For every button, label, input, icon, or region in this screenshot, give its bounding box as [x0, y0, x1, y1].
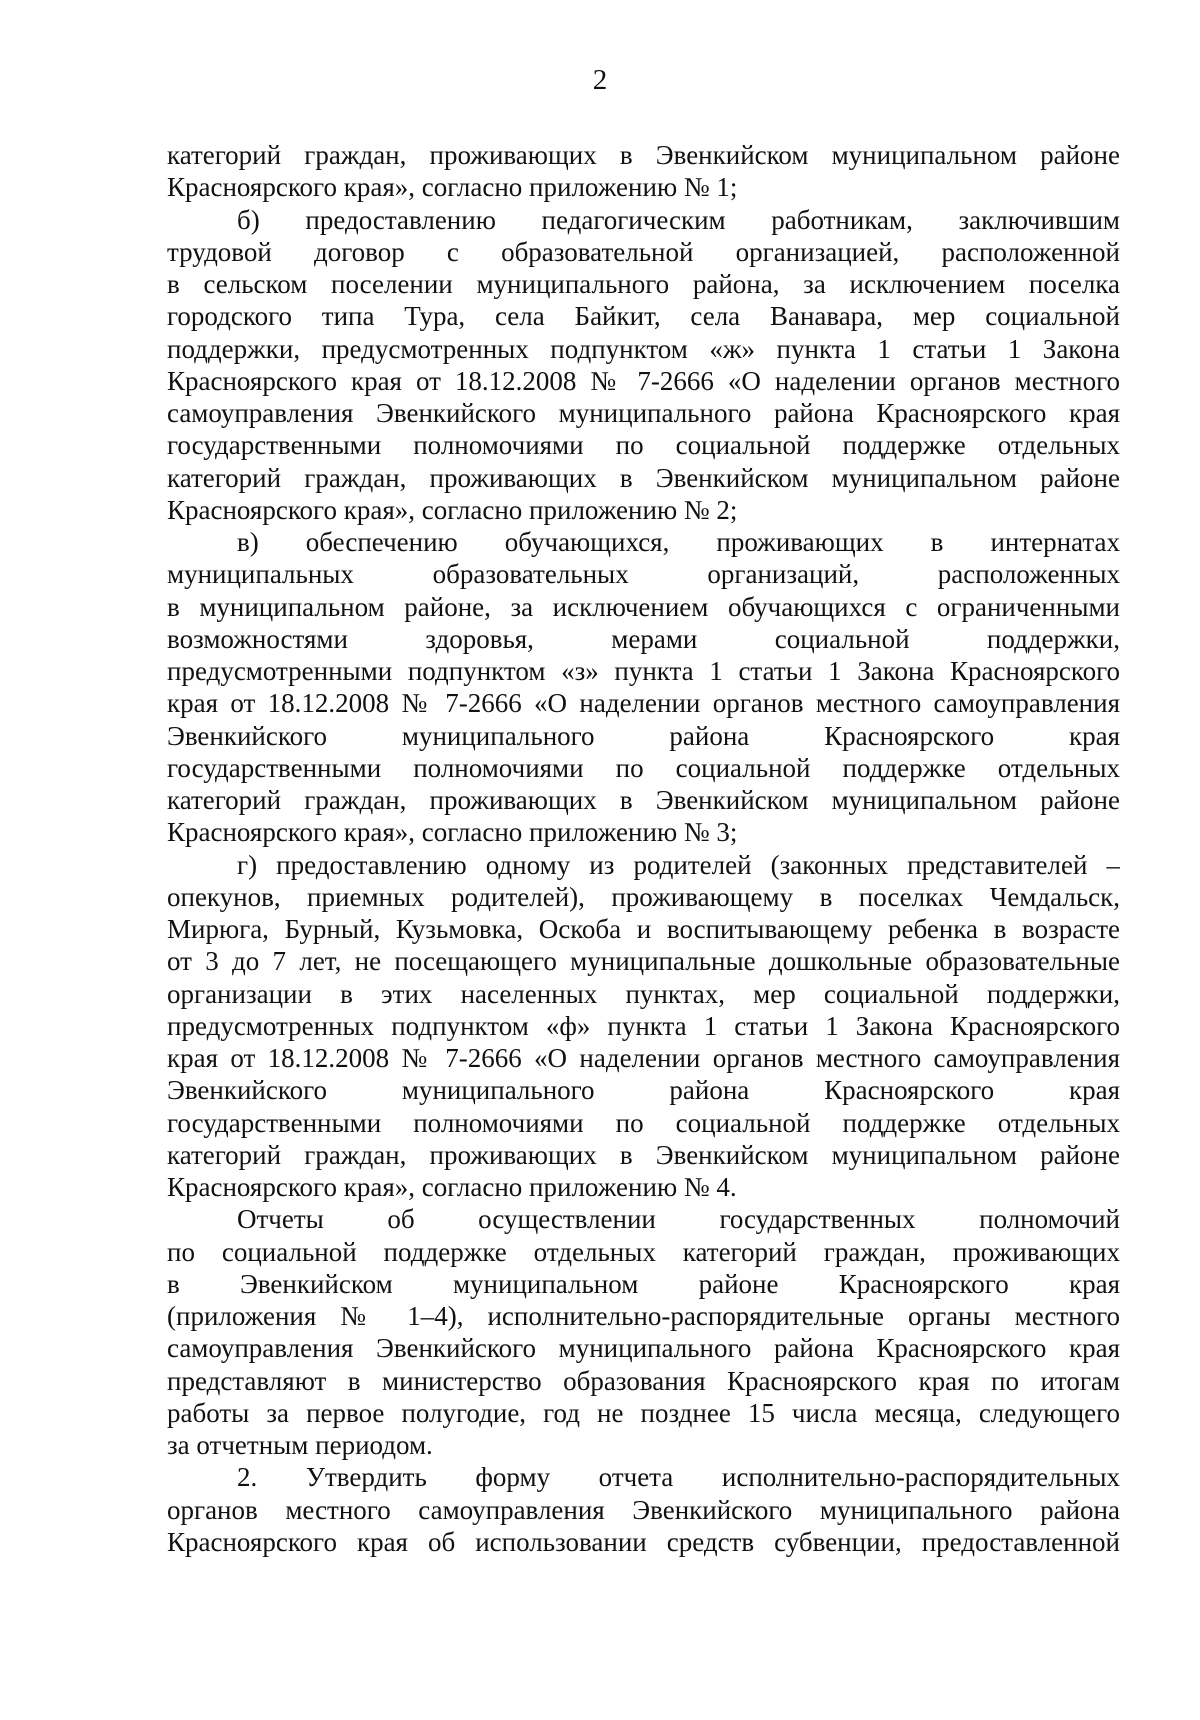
text-line: Красноярского края», согласно приложению № 2; — [167, 494, 738, 525]
text-line: трудовой договор с образовательной организацией, расположенной — [167, 236, 1120, 267]
text-line: г) предоставлению одному из родителей (законных представителей – — [237, 849, 1120, 880]
text-line: муниципальных образовательных организаций, расположенных — [167, 559, 1120, 590]
page-number: 2 — [592, 64, 608, 96]
text-line: (приложения № 1–4), исполнительно-распорядительные органы местного — [167, 1301, 1120, 1331]
text-line: самоуправления Эвенкийского муниципального района Красноярского края — [167, 1333, 1120, 1364]
text-line: работы за первое полугодие, год не позднее 15 числа месяца, следующего — [167, 1397, 1120, 1428]
text-line: самоуправления Эвенкийского муниципального района Красноярского края — [167, 398, 1120, 428]
text-line: опекунов, приемных родителей), проживающему в поселках Чемдальск, — [167, 881, 1120, 912]
text-line: Отчеты об осуществлении государственных полномочий — [237, 1204, 1120, 1235]
text-line: государственными полномочиями по социальной поддержке отдельных — [167, 430, 1120, 461]
text-line: от 3 до 7 лет, не посещающего муниципальные дошкольные образовательные — [167, 946, 1120, 977]
text-line: представляют в министерство образования Красноярского края по итогам — [167, 1365, 1120, 1396]
text-line: органов местного самоуправления Эвенкийского муниципального района — [167, 1494, 1120, 1525]
text-line: Красноярского края об использовании средств субвенции, предоставленной — [167, 1526, 1120, 1557]
text-line: категорий граждан, проживающих в Эвенкийском муниципальном районе — [167, 785, 1120, 815]
text-line: в сельском поселении муниципального района, за исключением поселка — [167, 269, 1120, 299]
text-line: в Эвенкийском муниципальном районе Красноярского края — [167, 1268, 1120, 1299]
text-line: за отчетным периодом. — [167, 1430, 433, 1460]
text-line: Красноярского края от 18.12.2008 № 7-2666 «О наделении органов местного — [167, 365, 1120, 396]
text-line: в) обеспечению обучающихся, проживающих в интернатах — [237, 527, 1120, 557]
text-line: организации в этих населенных пунктах, мер социальной поддержки, — [167, 978, 1120, 1009]
text-line: возможностями здоровья, мерами социальной поддержки, — [167, 623, 1120, 654]
text-line: 2. Утвердить форму отчета исполнительно-распорядительных — [237, 1462, 1120, 1493]
text-line: края от 18.12.2008 № 7-2666 «О наделении органов местного самоуправления — [167, 1043, 1120, 1073]
text-line: категорий граждан, проживающих в Эвенкийском муниципальном районе — [167, 462, 1120, 493]
text-line: городского типа Тура, села Байкит, села Ванавара, мер социальной — [167, 301, 1120, 332]
text-line: предусмотренных подпунктом «ф» пункта 1 статьи 1 Закона Красноярского — [167, 1010, 1120, 1041]
text-line: категорий граждан, проживающих в Эвенкийском муниципальном районе — [167, 1139, 1120, 1170]
text-line: категорий граждан, проживающих в Эвенкийском муниципальном районе — [167, 140, 1120, 170]
text-line: края от 18.12.2008 № 7-2666 «О наделении органов местного самоуправления — [167, 688, 1120, 719]
text-line: предусмотренными подпунктом «з» пункта 1 статьи 1 Закона Красноярского — [167, 656, 1120, 686]
text-line: Эвенкийского муниципального района Красноярского края — [167, 720, 1120, 751]
document-body — [167, 139, 1120, 1558]
text-line: Мирюга, Бурный, Кузьмовка, Оскоба и воспитывающему ребенка в возрасте — [167, 914, 1120, 944]
text-line: Красноярского края», согласно приложению № 4. — [167, 1172, 737, 1202]
text-line: государственными полномочиями по социальной поддержке отдельных — [167, 752, 1120, 783]
text-line: б) предоставлению педагогическим работникам, заключившим — [237, 204, 1120, 235]
text-line: Красноярского края», согласно приложению № 3; — [167, 817, 738, 848]
text-line: поддержки, предусмотренных подпунктом «ж» пункта 1 статьи 1 Закона — [167, 333, 1120, 364]
text-line: в муниципальном районе, за исключением обучающихся с ограниченными — [167, 591, 1120, 622]
text-line: Эвенкийского муниципального района Красноярского края — [167, 1075, 1120, 1106]
text-line: по социальной поддержке отдельных категорий граждан, проживающих — [167, 1236, 1120, 1267]
text-line: государственными полномочиями по социальной поддержке отдельных — [167, 1107, 1120, 1138]
text-line: Красноярского края», согласно приложению № 1; — [167, 172, 738, 203]
